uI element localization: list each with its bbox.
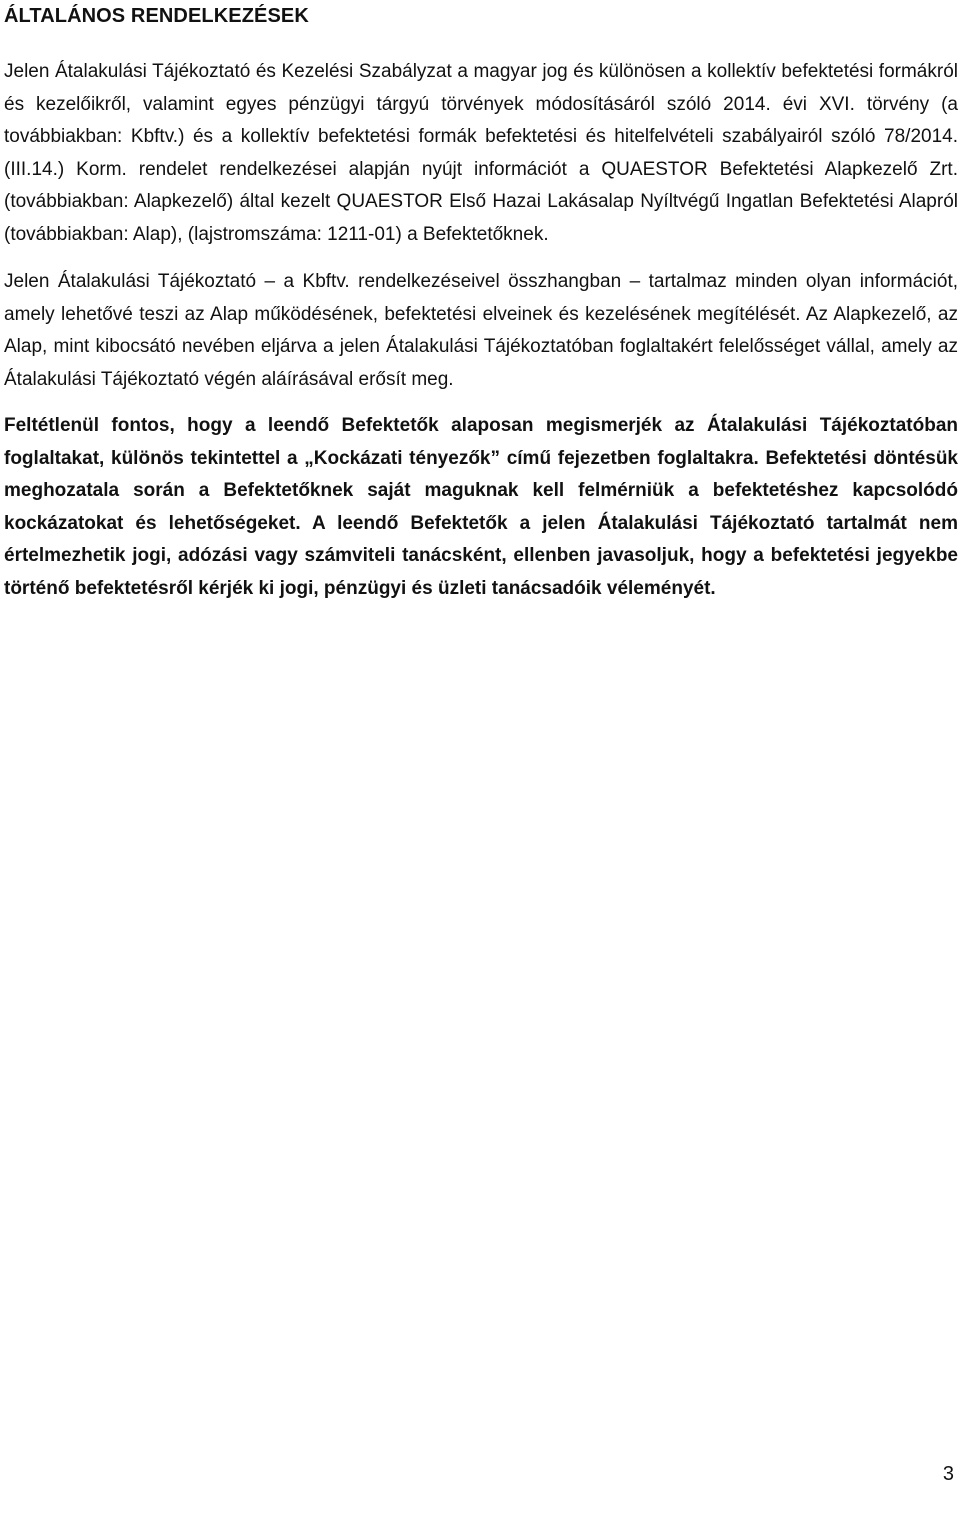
paragraph-intro: Jelen Átalakulási Tájékoztató és Kezelési Szabályzat a magyar jog és különösen a kollektív befektetési formákról és kezelőikről, valamint egyes pénzügyi tárgyú törvények módosításáról szóló 2014. évi XVI. törvény (a továbbiakban: Kbftv.) és a kollektív befektetési formák befektetési és hitelfelvételi szabályairól szóló 78/2014. (III.14.) Korm. rendelet rendelkezései alapján nyújt információt a QUAESTOR Befektetési Alapkezelő Zrt. (továbbiakban: Alapkezelő) által kezelt QUAESTOR Első Hazai Lakásalap Nyíltvégű Ingatlan Befektetési Alapról (továbbiakban: Alap), (lajstromszáma: 1211-01) a Befektetőknek. [4,61,958,245]
paragraph-warning: Feltétlenül fontos, hogy a leendő Befektetők alaposan megismerjék az Átalakulási Tájékoztatóban foglaltakat, különös tekintettel a „Kockázati tényezők” című fejezetben foglaltakra. Befektetési döntésük meghozatala során a Befektetőknek saját maguknak kell felmérniük a befektetéshez kapcsolódó kockázatokat és lehetőségeket. A leendő Befektetők a jelen Átalakulási Tájékoztató tartalmát nem értelmezhetik jogi, adózási vagy számviteli tanácsként, ellenben javasoljuk, hogy a befektetési jegyekbe történő befektetésről kérjék ki jogi, pénzügyi és üzleti tanácsadóik véleményét. [4,415,958,599]
page-number: 3 [942,1463,954,1485]
document-page [4,0,958,605]
paragraph-scope: Jelen Átalakulási Tájékoztató – a Kbftv. rendelkezéseivel összhangban – tartalmaz minden olyan információt, amely lehetővé teszi az Alap működésének, befektetési elveinek és kezelésének megítélését. Az Alapkezelő, az Alap, mint kibocsátó nevében eljárva a jelen Átalakulási Tájékoztatóban foglaltakért felelősséget vállal, amely az Átalakulási Tájékoztató végén aláírásával erősít meg. [4,271,958,390]
section-title: ÁLTALÁNOS RENDELKEZÉSEK [4,5,309,27]
